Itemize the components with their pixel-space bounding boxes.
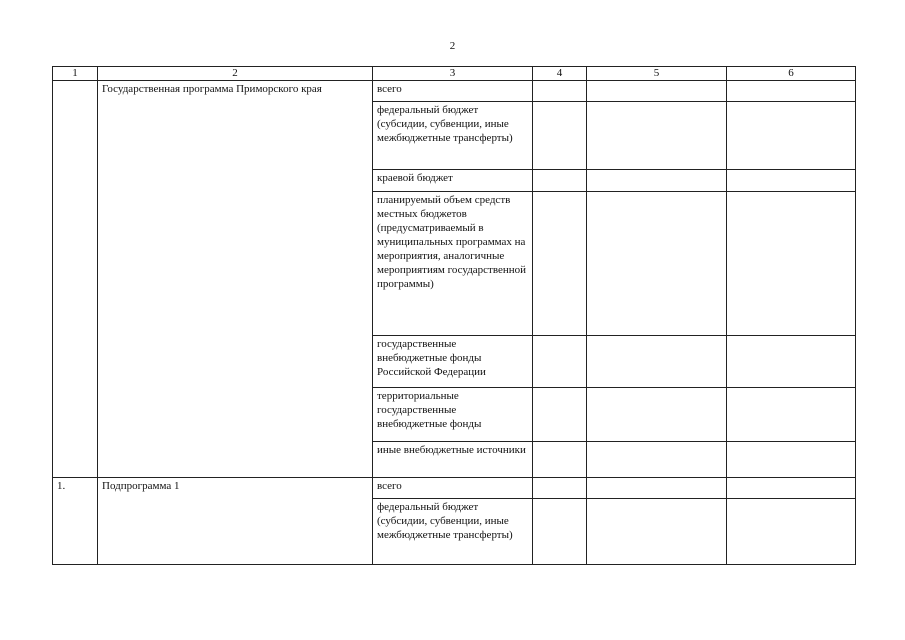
funding-source: иные внебюджетные источники <box>373 442 533 478</box>
value-cell <box>727 81 856 102</box>
value-cell <box>727 336 856 388</box>
funding-source: всего <box>373 478 533 499</box>
funding-source: краевой бюджет <box>373 170 533 192</box>
page-number: 2 <box>449 40 456 52</box>
value-cell <box>587 102 727 170</box>
row-number <box>53 81 98 478</box>
value-cell <box>587 81 727 102</box>
funding-source: федеральный бюджет (субсидии, субвенции, иные межбюджетные трансферты) <box>373 499 533 565</box>
value-cell <box>533 499 587 565</box>
value-cell <box>727 388 856 442</box>
value-cell <box>533 170 587 192</box>
value-cell <box>727 442 856 478</box>
value-cell <box>533 442 587 478</box>
column-header-1: 1 <box>53 67 98 81</box>
value-cell <box>533 478 587 499</box>
funding-source: федеральный бюджет (субсидии, субвенции, иные межбюджетные трансферты) <box>373 102 533 170</box>
value-cell <box>727 499 856 565</box>
value-cell <box>533 192 587 336</box>
value-cell <box>533 81 587 102</box>
value-cell <box>587 499 727 565</box>
value-cell <box>587 478 727 499</box>
program-name: Подпрограмма 1 <box>98 478 373 565</box>
header-row <box>53 67 856 81</box>
funding-source: государственные внебюджетные фонды Российской Федерации <box>373 336 533 388</box>
value-cell <box>533 102 587 170</box>
column-header-2: 2 <box>98 67 373 81</box>
funding-source: территориальные государственные внебюджетные фонды <box>373 388 533 442</box>
value-cell <box>727 102 856 170</box>
column-header-4: 4 <box>533 67 587 81</box>
value-cell <box>533 336 587 388</box>
column-header-5: 5 <box>587 67 727 81</box>
funding-source: планируемый объем средств местных бюджетов (предусматриваемый в муниципальных программах на мероприятия, аналогичные мероприятиям государственной программы) <box>373 192 533 336</box>
program-name: Государственная программа Приморского края <box>98 81 373 478</box>
column-header-6: 6 <box>727 67 856 81</box>
budget-table <box>52 66 856 565</box>
value-cell <box>727 478 856 499</box>
table-row <box>53 478 856 499</box>
funding-source: всего <box>373 81 533 102</box>
value-cell <box>727 170 856 192</box>
column-header-3: 3 <box>373 67 533 81</box>
table-row <box>53 81 856 102</box>
row-number: 1. <box>53 478 98 565</box>
value-cell <box>587 192 727 336</box>
value-cell <box>587 388 727 442</box>
value-cell <box>587 170 727 192</box>
value-cell <box>587 336 727 388</box>
value-cell <box>587 442 727 478</box>
value-cell <box>533 388 587 442</box>
value-cell <box>727 192 856 336</box>
